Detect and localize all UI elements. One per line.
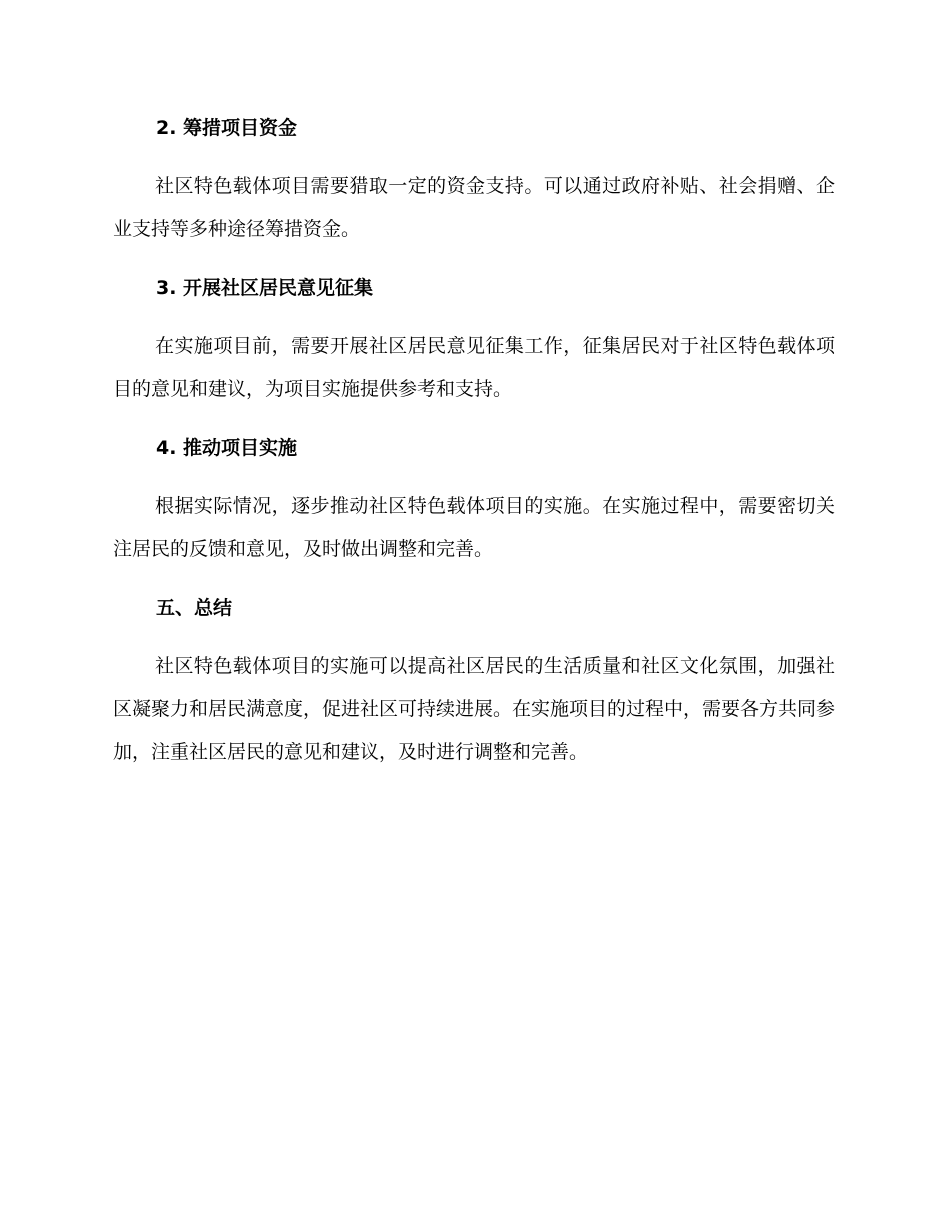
section-paragraph-implementation: 根据实际情况，逐步推动社区特色载体项目的实施。在实施过程中，需要密切关注居民的反馈和意见，及时做出调整和完善。 (113, 495, 835, 560)
section-paragraph-summary: 社区特色载体项目的实施可以提高社区居民的生活质量和社区文化氛围，加强社区凝聚力和居民满意度，促进社区可持续进展。在实施项目的过程中，需要各方共同参加，注重社区居民的意见和建议，及时进行调整和完善。 (113, 655, 836, 763)
section-paragraph-resident-opinions: 在实施项目前，需要开展社区居民意见征集工作，征集居民对于社区特色载体项目的意见和建议，为项目实施提供参考和支持。 (113, 335, 835, 400)
section-paragraph-fundraising: 社区特色载体项目需要猎取一定的资金支持。可以通过政府补贴、社会捐赠、企业支持等多种途径筹措资金。 (113, 175, 835, 240)
section-heading-fundraising: 2. 筹措项目资金 (156, 117, 298, 139)
section-heading-implementation: 4. 推动项目实施 (156, 437, 298, 459)
section-heading-resident-opinions: 3. 开展社区居民意见征集 (156, 277, 374, 299)
section-heading-summary: 五、总结 (156, 597, 233, 619)
